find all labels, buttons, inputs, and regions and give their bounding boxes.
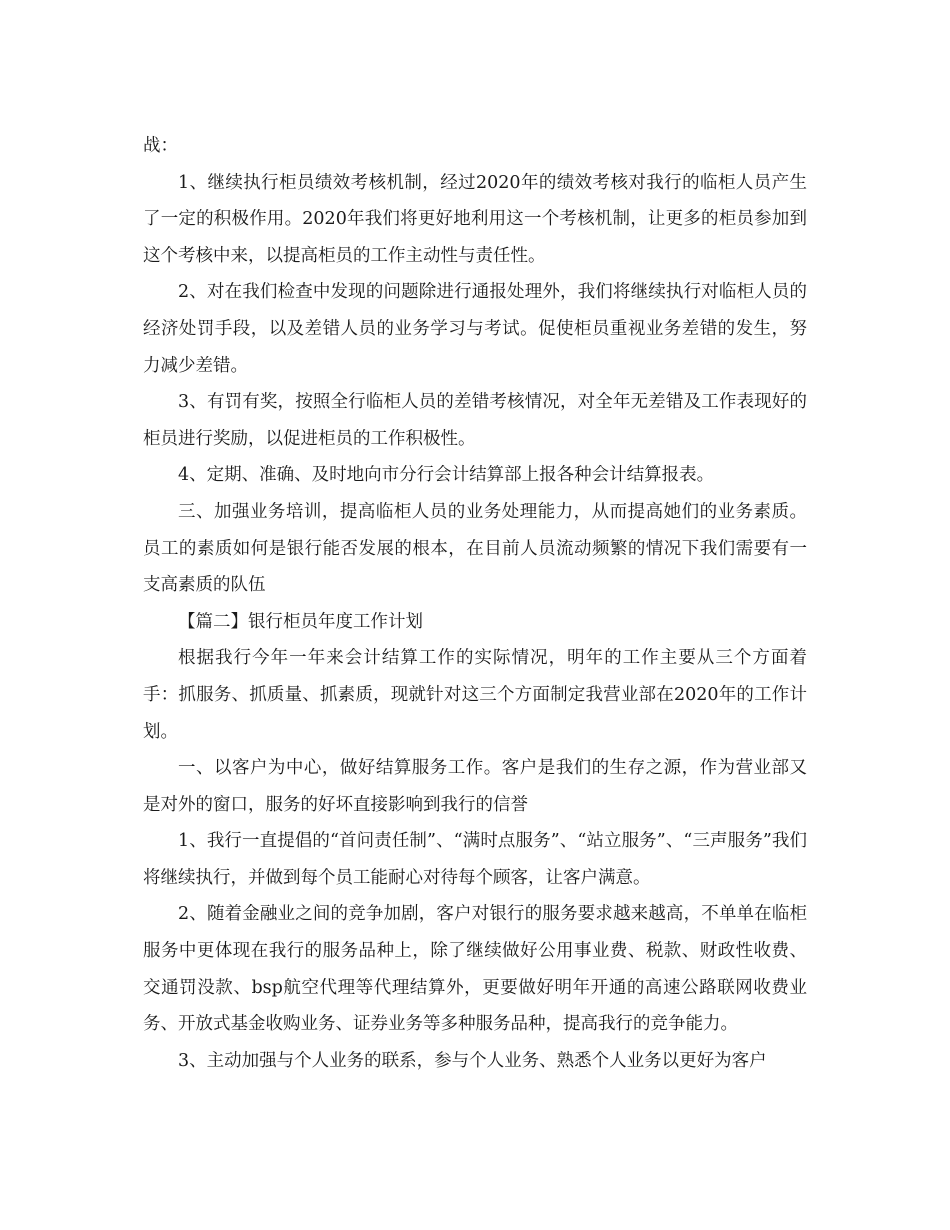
paragraph-item-4: 4、定期、准确、及时地向市分行会计结算部上报各种会计结算报表。	[178, 465, 715, 486]
paragraph-service-item-3: 3、主动加强与个人业务的联系，参与个人业务、熟悉个人业务以更好为客户	[178, 1050, 767, 1071]
paragraph-section-3: 三、加强业务培训，提高临柜人员的业务处理能力，从而提高她们的业务素质。员工的素质如何是银行能否发展的根本，在目前人员流动频繁的情况下我们需要有一支高素质的队伍	[143, 501, 807, 596]
paragraph-intro: 根据我行今年一年来会计结算工作的实际情况，明年的工作主要从三个方面着手：抓服务、抓质量、抓素质，现就针对这三个方面制定我营业部在2020年的工作计划。	[143, 648, 807, 742]
paragraph-item-2: 2、对在我们检查中发现的问题除进行通报处理外，我们将继续执行对临柜人员的经济处罚手段，以及差错人员的业务学习与考试。促使柜员重视业务差错的发生，努力减少差错。	[143, 282, 807, 376]
paragraph-item-3: 3、有罚有奖，按照全行临柜人员的差错考核情况，对全年无差错及工作表现好的柜员进行奖励，以促进柜员的工作积极性。	[143, 392, 807, 449]
section-heading-part-2: 【篇二】银行柜员年度工作计划	[178, 611, 423, 632]
paragraph-continuation: 战：	[143, 136, 178, 156]
paragraph-section-1: 一、以客户为中心，做好结算服务工作。客户是我们的生存之源，作为营业部又是对外的窗口，服务的好坏直接影响到我行的信誉	[143, 758, 807, 815]
document-body	[143, 128, 807, 1079]
paragraph-service-item-1: 1、我行一直提倡的“首问责任制”、“满时点服务”、“站立服务”、“三声服务”我们将继续执行，并做到每个员工能耐心对待每个顾客，让客户满意。	[143, 831, 807, 888]
paragraph-service-item-2: 2、随着金融业之间的竞争加剧，客户对银行的服务要求越来越高，不单单在临柜服务中更体现在我行的服务品种上，除了继续做好公用事业费、税款、财政性收费、交通罚没款、bsp航空代理等代理结算外，更要做好明年开通的高速公路联网收费业务、开放式基金收购业务、证券业务等多种服务品种，提高我行的竞争能力。	[143, 904, 807, 1035]
paragraph-item-1: 1、继续执行柜员绩效考核机制，经过2020年的绩效考核对我行的临柜人员产生了一定的积极作用。2020年我们将更好地利用这一个考核机制，让更多的柜员参加到这个考核中来，以提高柜员的工作主动性与责任性。	[143, 172, 807, 266]
